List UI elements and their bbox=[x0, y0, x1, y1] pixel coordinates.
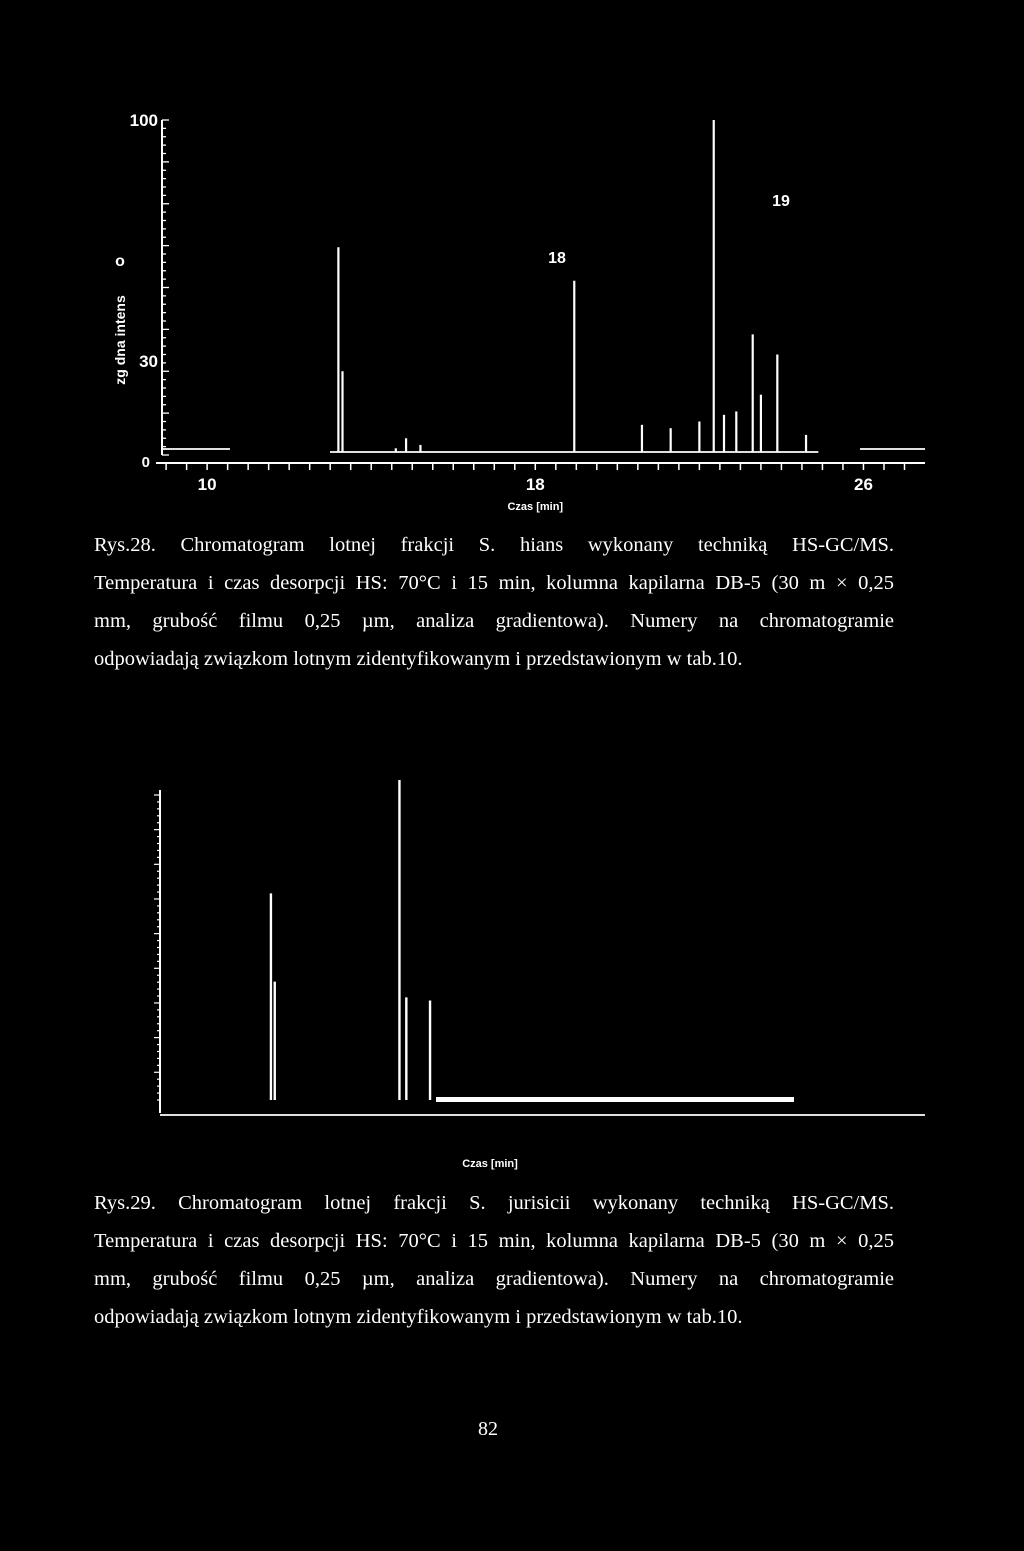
chromatogram-hians-svg bbox=[0, 0, 1024, 520]
caption-28-line-3: mm, grubość filmu 0,25 µm, analiza gradientowa). Numery na chromatogramie bbox=[94, 610, 894, 632]
peak-label: 18 bbox=[548, 250, 566, 267]
y-tick-label: 100 bbox=[129, 111, 158, 130]
caption-29-line-3: mm, grubość filmu 0,25 µm, analiza gradientowa). Numery na chromatogramie bbox=[94, 1268, 894, 1290]
y-tick-label: 30 bbox=[139, 352, 158, 372]
y-tick-label: 0 bbox=[141, 454, 150, 471]
chromatogram-jurisicii-svg bbox=[0, 760, 1024, 1180]
caption-28-line-4: odpowiadają związkom lotnym zidentyfikowanym i przedstawionym w tab.10. bbox=[94, 648, 743, 670]
x-tick-label: 18 bbox=[525, 475, 545, 494]
x-axis-title: Czas [min] bbox=[507, 501, 564, 513]
figure-caption-29 bbox=[94, 1184, 894, 1336]
figure-caption-28 bbox=[94, 526, 894, 678]
caption-29-line-4: odpowiadają związkom lotnym zidentyfikowanym i przedstawionym w tab.10. bbox=[94, 1306, 743, 1328]
caption-28-line-2: Temperatura i czas desorpcji HS: 70°C i 15 min, kolumna kapilarna DB-5 (30 m × 0,25 bbox=[94, 572, 894, 594]
y-axis-title: zg dna intens bbox=[112, 295, 128, 385]
x-axis-title: Czas [min] bbox=[462, 1158, 518, 1170]
page-number: 82 bbox=[478, 1418, 498, 1440]
chromatogram-hians bbox=[0, 0, 1024, 520]
x-tick-label: 26 bbox=[854, 475, 873, 494]
y-extra-label: o bbox=[115, 253, 125, 270]
peak-label: 19 bbox=[772, 193, 790, 210]
caption-29-line-2: Temperatura i czas desorpcji HS: 70°C i 15 min, kolumna kapilarna DB-5 (30 m × 0,25 bbox=[94, 1230, 894, 1252]
x-tick-label: 10 bbox=[197, 475, 217, 494]
caption-29-line-1: Rys.29. Chromatogram lotnej frakcji S. jurisicii wykonany techniką HS-GC/MS. bbox=[94, 1192, 894, 1214]
baseline-noise bbox=[436, 1097, 794, 1102]
chromatogram-jurisicii bbox=[0, 760, 1024, 1180]
caption-28-line-1: Rys.28. Chromatogram lotnej frakcji S. hians wykonany techniką HS-GC/MS. bbox=[94, 534, 894, 556]
